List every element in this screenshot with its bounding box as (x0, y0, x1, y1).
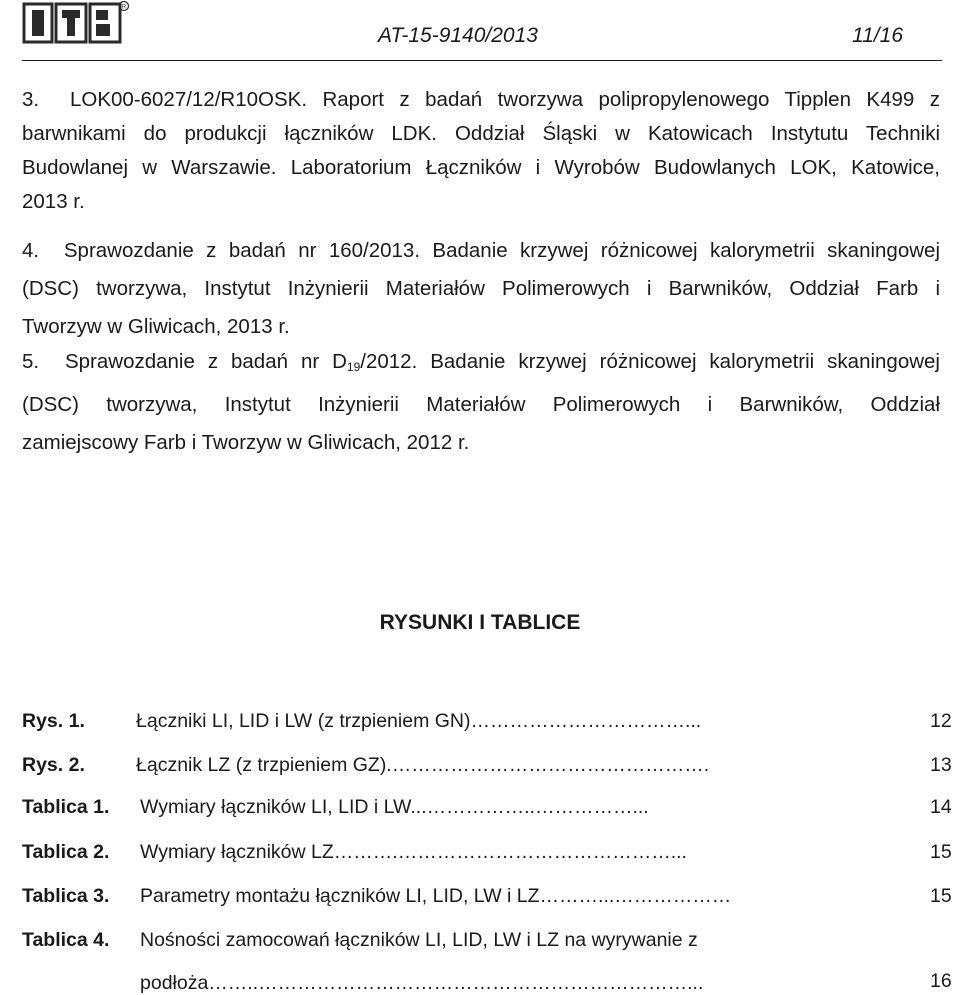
toc-row (22, 841, 952, 871)
toc-page-number: 14 (930, 796, 952, 818)
toc-entry-text: Wymiary łączników LI, LID i LW...……………..……………... (140, 796, 649, 818)
itb-logo (22, 0, 130, 48)
toc-page-number: 13 (930, 754, 952, 776)
toc-entry-text: Parametry montażu łączników LI, LID, LW i LZ………...……………… (140, 885, 732, 907)
toc-page-number: 16 (930, 970, 952, 992)
reference-line: (DSC) tworzywa, Instytut Inżynierii Materiałów Polimerowych i Barwników, Oddział Farb i (22, 277, 940, 300)
toc-page-number: 15 (930, 841, 952, 863)
toc-label: Tablica 1. (22, 796, 110, 818)
reference-line: Budowlanej w Warszawie. Laboratorium Łączników i Wyrobów Budowlanych LOK, Katowice, (22, 156, 940, 179)
reference-line: (DSC) tworzywa, Instytut Inżynierii Materiałów Polimerowych i Barwników, Oddział (22, 393, 940, 416)
reference-line: zamiejscowy Farb i Tworzyw w Gliwicach, 2012 r. (22, 431, 470, 454)
reference-text: 5. Sprawozdanie z badań nr D (22, 350, 347, 373)
section-title: RYSUNKI I TABLICE (379, 611, 581, 634)
reference-item (22, 343, 940, 462)
toc-page-number: 15 (930, 885, 952, 907)
toc-entry-text: Łączniki LI, LID i LW (z trzpieniem GN)……………………………... (136, 710, 702, 732)
toc-entry-text: Wymiary łączników LZ……….……………………………………... (140, 841, 687, 863)
reference-line: 4. Sprawozdanie z badań nr 160/2013. Badanie krzywej różnicowej kalorymetrii skaningowej (22, 239, 940, 262)
toc-entry-text: Łącznik LZ (z trzpieniem GZ).…………………………………………. (136, 754, 710, 776)
toc-page-number: 12 (930, 710, 952, 732)
page-number: 11/16 (852, 24, 903, 47)
toc-label: Tablica 4. (22, 929, 110, 951)
reference-item (22, 232, 940, 346)
reference-line: Tworzyw w Gliwicach, 2013 r. (22, 315, 290, 338)
reference-line: 3. LOK00-6027/12/R10OSK. Raport z badań tworzywa polipropylenowego Tipplen K499 z (22, 88, 940, 111)
reference-line: 2013 r. (22, 190, 85, 213)
toc-row (22, 885, 952, 915)
toc-label: Rys. 1. (22, 710, 85, 732)
toc-label: Tablica 2. (22, 841, 110, 863)
reference-line: barwnikami do produkcji łączników LDK. Oddział Śląski w Katowicach Instytutu Techniki (22, 122, 940, 145)
toc-label: Tablica 3. (22, 885, 110, 907)
toc-entry-text: Nośności zamocowań łączników LI, LID, LW i LZ na wyrywanie z (140, 929, 698, 951)
svg-text:R: R (121, 4, 127, 11)
toc-row (22, 796, 952, 826)
toc-row (22, 710, 952, 740)
header-divider (22, 60, 942, 61)
reference-line (22, 343, 940, 386)
toc-row (22, 754, 952, 784)
toc-label: Rys. 2. (22, 754, 85, 776)
reference-item (22, 83, 940, 219)
reference-text: /2012. Badanie krzywej różnicowej kalorymetrii skaningowej (360, 350, 940, 373)
toc-entry-continuation: podłoża……..…………………………………………………………... (140, 972, 704, 994)
report-number-subscript: 19 (346, 360, 361, 374)
document-reference: AT-15-9140/2013 (378, 24, 538, 47)
